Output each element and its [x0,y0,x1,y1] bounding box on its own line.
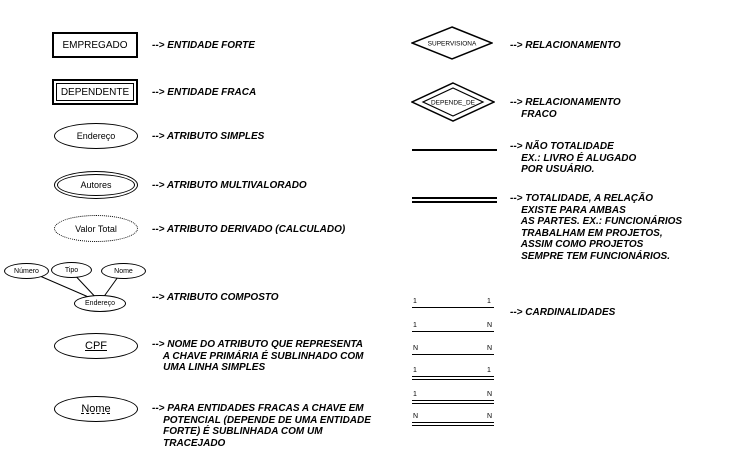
weak-entity-description: --> ENTIDADE FRACA [152,87,257,98]
cardinality-1-left: 1 [413,298,417,305]
weak-entity-label: DEPENDENTE [60,86,130,98]
composite-part-numero-label: Número [14,267,39,275]
partial-key-attribute-shape [54,396,138,422]
strong-entity-label: EMPREGADO [62,39,128,51]
derived-attribute-label: Valor Total [75,223,117,234]
composite-part-tipo-label: Tipo [64,266,79,274]
cardinality-4-line-top [412,376,494,377]
relationship-description: --> RELACIONAMENTO [510,40,621,51]
cardinality-6-left: N [413,413,419,420]
partial-participation-description: --> NÃO TOTALIDADE EX.: LIVRO É ALUGADO POR USUÁRIO. [510,141,637,175]
primary-key-attribute-shape [54,333,138,359]
cardinality-1-right: 1 [487,298,491,305]
cardinality-4-line-bottom [412,379,494,380]
multivalued-attribute-label: Autores [80,180,112,190]
partial-participation-line [412,149,497,151]
relationship-shape [411,26,493,60]
composite-attribute-description: --> ATRIBUTO COMPOSTO [152,292,279,303]
primary-key-description: --> NOME DO ATRIBUTO QUE REPRESENTA A CHAVE PRIMÁRIA É SUBLINHADO COM UMA LINHA SIMPLES [152,339,364,373]
cardinality-3-right: N [487,345,493,352]
cardinality-2-left: 1 [413,322,417,329]
cardinality-4-right: 1 [487,367,491,374]
multivalued-attribute-inner-ellipse [57,174,135,196]
composite-part-numero [4,263,49,279]
total-participation-line-top [412,197,497,199]
cardinality-6-right: N [487,413,493,420]
partial-key-description: --> PARA ENTIDADES FRACAS A CHAVE EM POTENCIAL (DEPENDE DE UMA ENTIDADE FORTE) É SUBLINHADA COM UM TRACEJADO [152,403,371,449]
weak-entity-inner-border [56,83,134,101]
partial-key-label: Nome [81,403,111,415]
composite-root-label: Endereço [85,300,115,307]
strong-entity-description: --> ENTIDADE FORTE [152,40,255,51]
derived-attribute-description: --> ATRIBUTO DERIVADO (CALCULADO) [152,224,346,235]
cardinality-3-line [412,354,494,355]
cardinality-1-line [412,307,494,308]
derived-attribute-shape [54,215,138,242]
simple-attribute-description: --> ATRIBUTO SIMPLES [152,131,265,142]
weak-relationship-description: --> RELACIONAMENTO FRACO [510,97,621,120]
composite-part-nome-label: Nome [114,267,133,275]
cardinality-5-line-top [412,400,494,401]
composite-root-attribute [74,295,126,312]
total-participation-description: --> TOTALIDADE, A RELAÇÃO EXISTE PARA AMBAS AS PARTES. EX.: FUNCIONÁRIOS TRABALHAM EM PROJETOS, ASSIM COMO PROJETOS SEMPRE TEM FUNCIONÁRIOS. [510,193,683,262]
weak-relationship-label: DEPENDE_DE [430,99,476,107]
simple-attribute-shape [54,123,138,149]
cardinality-3-left: N [413,345,419,352]
strong-entity-shape [52,32,138,58]
cardinality-4-left: 1 [413,367,417,374]
cardinality-6-line-top [412,422,494,423]
simple-attribute-label: Endereço [76,131,116,141]
cardinality-5-left: 1 [413,391,417,398]
relationship-label: SUPERVISIONA [427,40,477,48]
total-participation-line-bottom [412,201,497,203]
cardinality-2-line [412,331,494,332]
multivalued-attribute-shape [54,171,138,199]
cardinality-2-right: N [487,322,493,329]
cardinality-5-right: N [487,391,493,398]
primary-key-label: CPF [85,340,107,352]
composite-part-nome [101,263,146,279]
weak-entity-shape [52,79,138,105]
cardinality-5-line-bottom [412,403,494,404]
weak-relationship-shape [411,82,495,122]
composite-part-tipo [51,262,92,278]
cardinality-description: --> CARDINALIDADES [510,307,616,318]
cardinality-6-line-bottom [412,425,494,426]
multivalued-attribute-description: --> ATRIBUTO MULTIVALORADO [152,180,307,191]
